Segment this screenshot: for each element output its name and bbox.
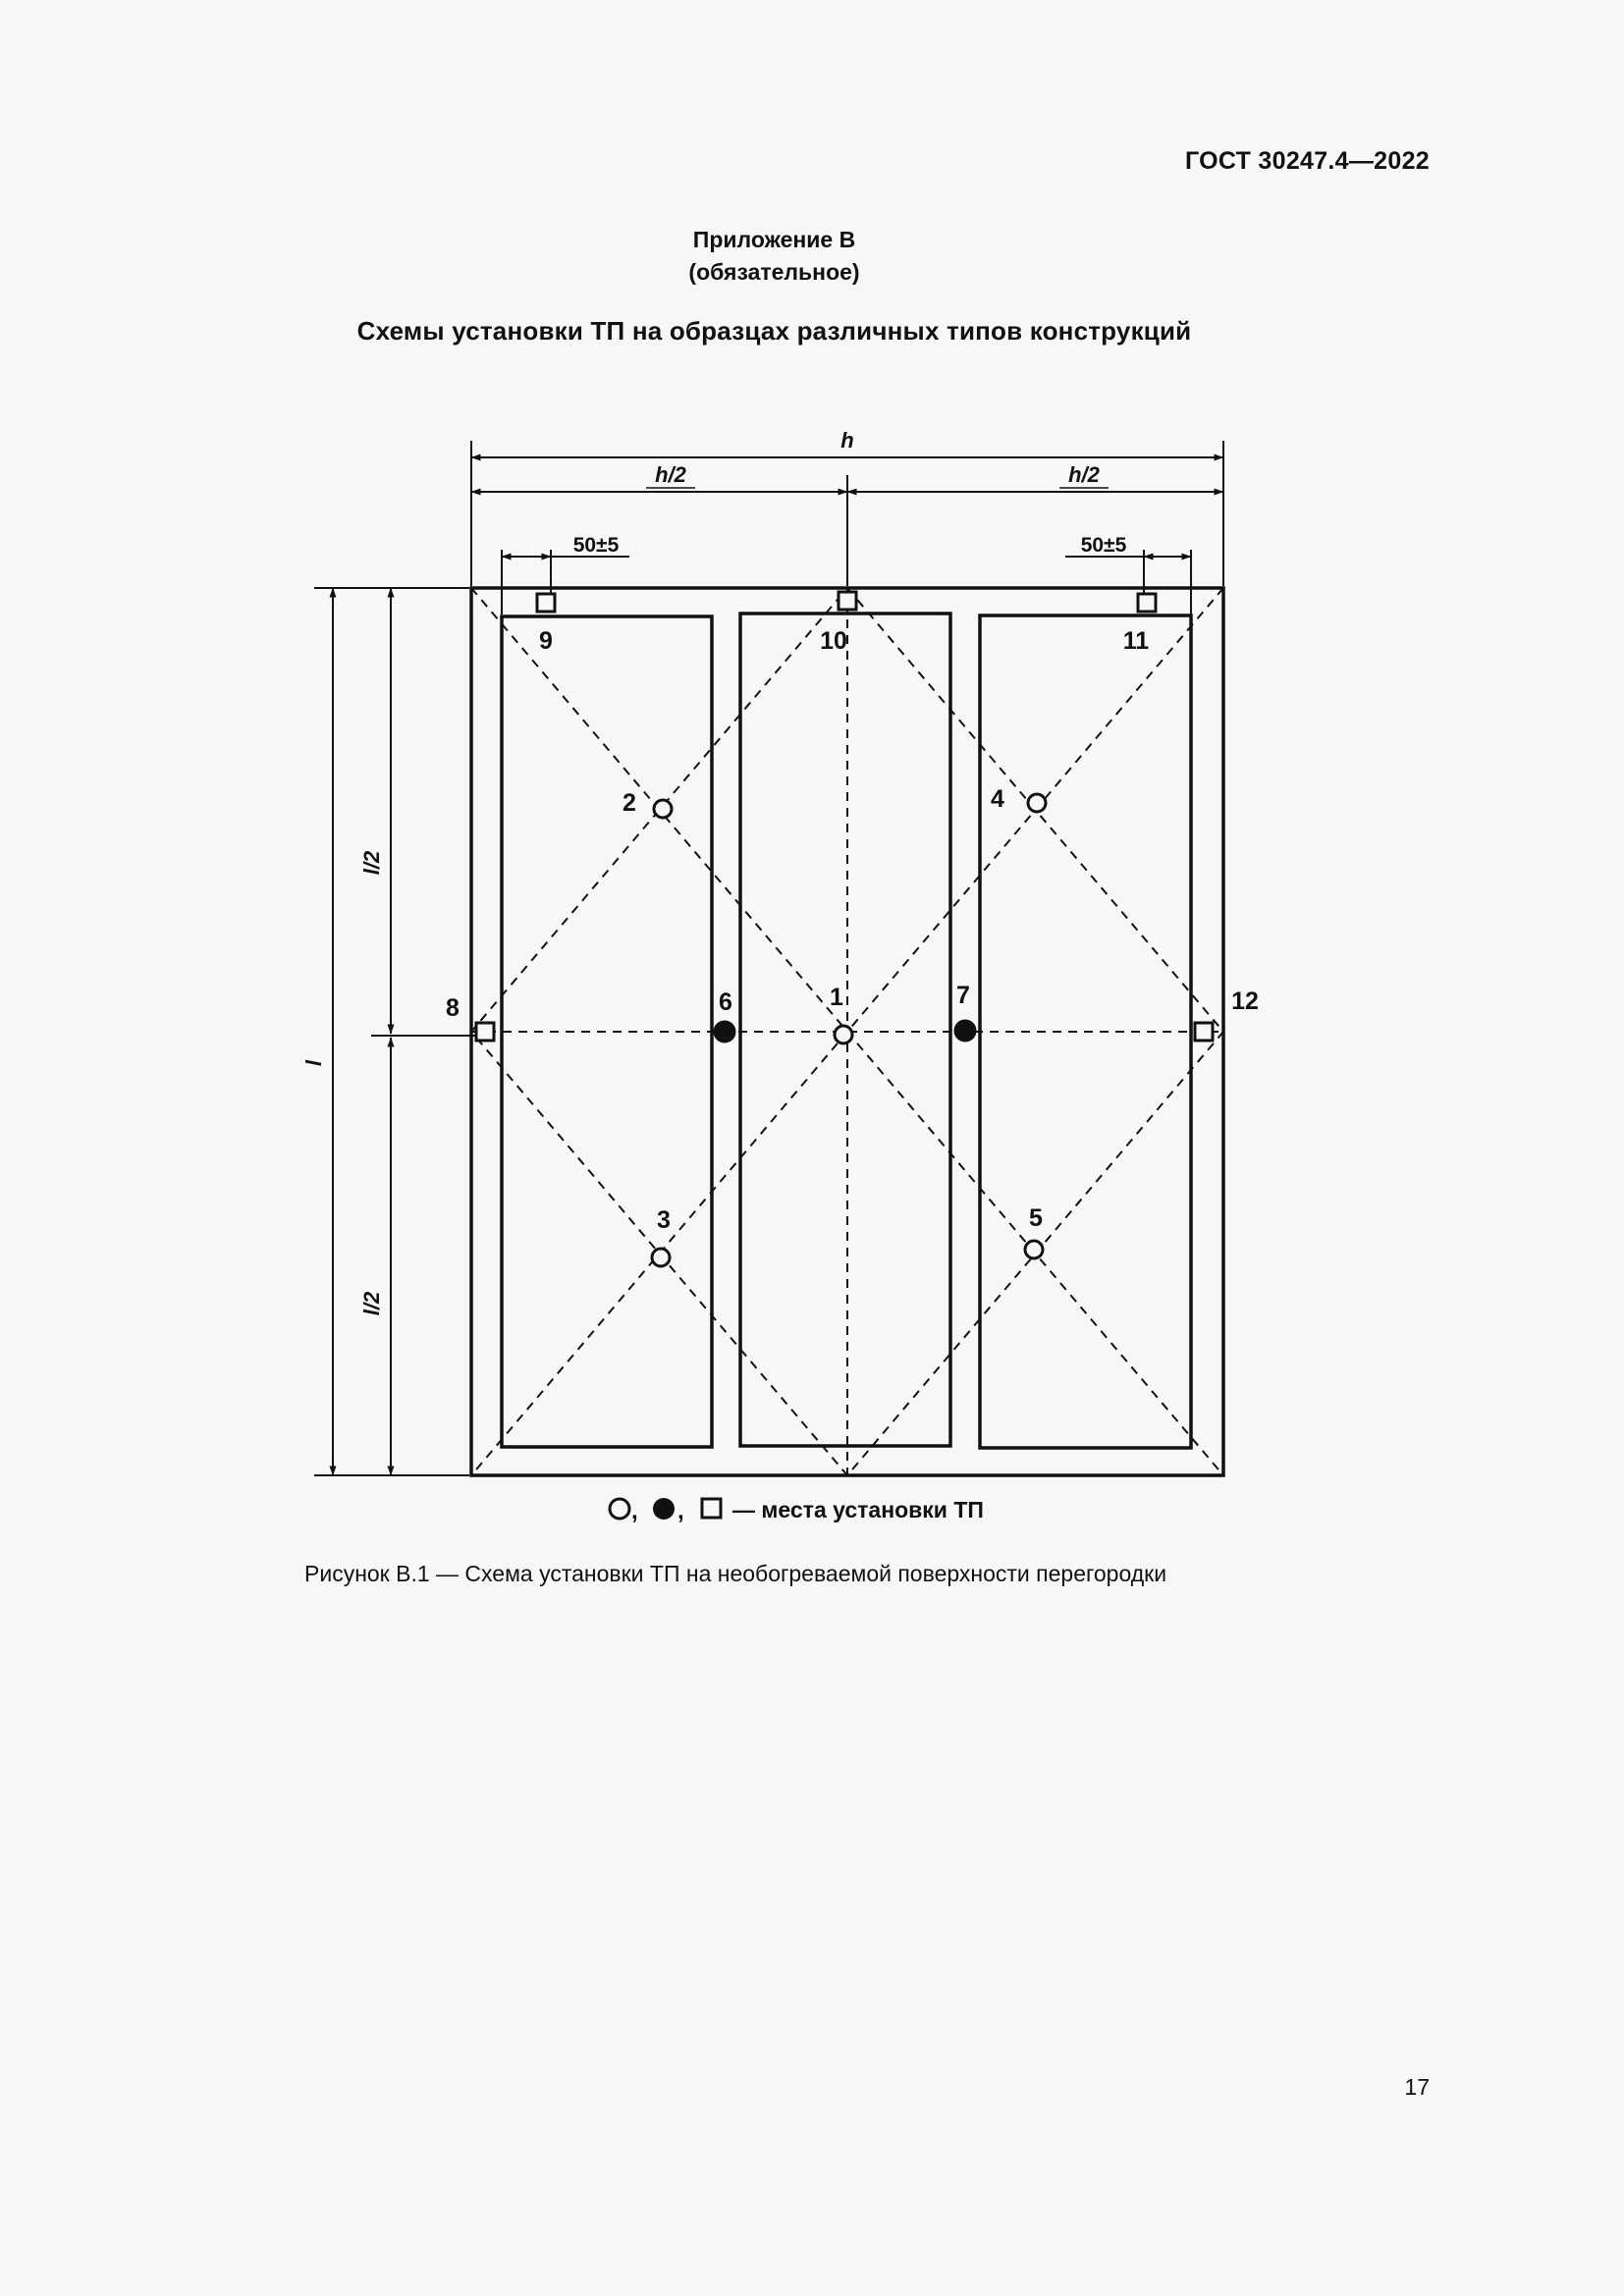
annex-status: (обязательное) [688,259,860,285]
tc-marker-2 [654,800,672,818]
point-label-4: 4 [991,785,1004,813]
point-label-7: 7 [956,982,970,1009]
tc-marker-5 [1025,1241,1043,1258]
point-label-2: 2 [623,789,636,817]
point-label-11: 11 [1122,627,1150,655]
dimension-lines [314,441,1223,1475]
point-label-3: 3 [657,1206,671,1234]
legend-text: — места установки ТП [732,1497,984,1522]
tc-marker-10 [839,592,856,610]
standard-number: ГОСТ 30247.4—2022 [1184,147,1430,175]
dim-label-half-length-lower: l/2 [359,1291,384,1316]
tc-marker-7 [955,1021,975,1041]
thermocouple-markers [476,592,1213,1266]
dim-label-half-width-left: h/2 [655,462,686,487]
dim-label-width: h [840,428,854,453]
legend-open-circle-icon [610,1499,629,1519]
point-label-1: 1 [830,984,843,1011]
point-label-5: 5 [1029,1204,1043,1232]
section-title: Схемы установки ТП на образцах различных типов конструкций [356,316,1192,346]
tc-marker-3 [652,1249,670,1266]
annex-title: Приложение В [692,227,856,252]
tc-marker-6 [715,1022,734,1041]
legend-square-icon [702,1499,721,1518]
tc-marker-1 [835,1026,852,1043]
point-label-12: 12 [1231,988,1259,1015]
tc-marker-8 [476,1023,494,1041]
dim-label-half-length-upper: l/2 [359,850,384,876]
dim-label-offset-right: 50±5 [1080,534,1127,557]
tc-marker-12 [1195,1023,1213,1041]
tc-marker-4 [1028,794,1046,812]
page-number: 17 [1404,2074,1430,2100]
legend-separator-1: , [631,1498,638,1524]
legend-separator-2: , [677,1498,684,1524]
figure-caption: Рисунок В.1 — Схема установки ТП на необогреваемой поверхности перегородки [304,1561,1167,1586]
point-label-6: 6 [719,988,732,1016]
point-label-9: 9 [539,627,553,655]
dim-label-length: l [301,1059,326,1067]
tc-marker-9 [537,594,555,612]
tc-marker-11 [1138,594,1156,612]
legend [610,1497,984,1524]
dim-label-half-width-right: h/2 [1068,462,1100,487]
point-label-8: 8 [446,994,460,1022]
dim-label-offset-left: 50±5 [572,534,620,557]
point-label-10: 10 [820,627,847,655]
legend-filled-circle-icon [653,1498,675,1520]
